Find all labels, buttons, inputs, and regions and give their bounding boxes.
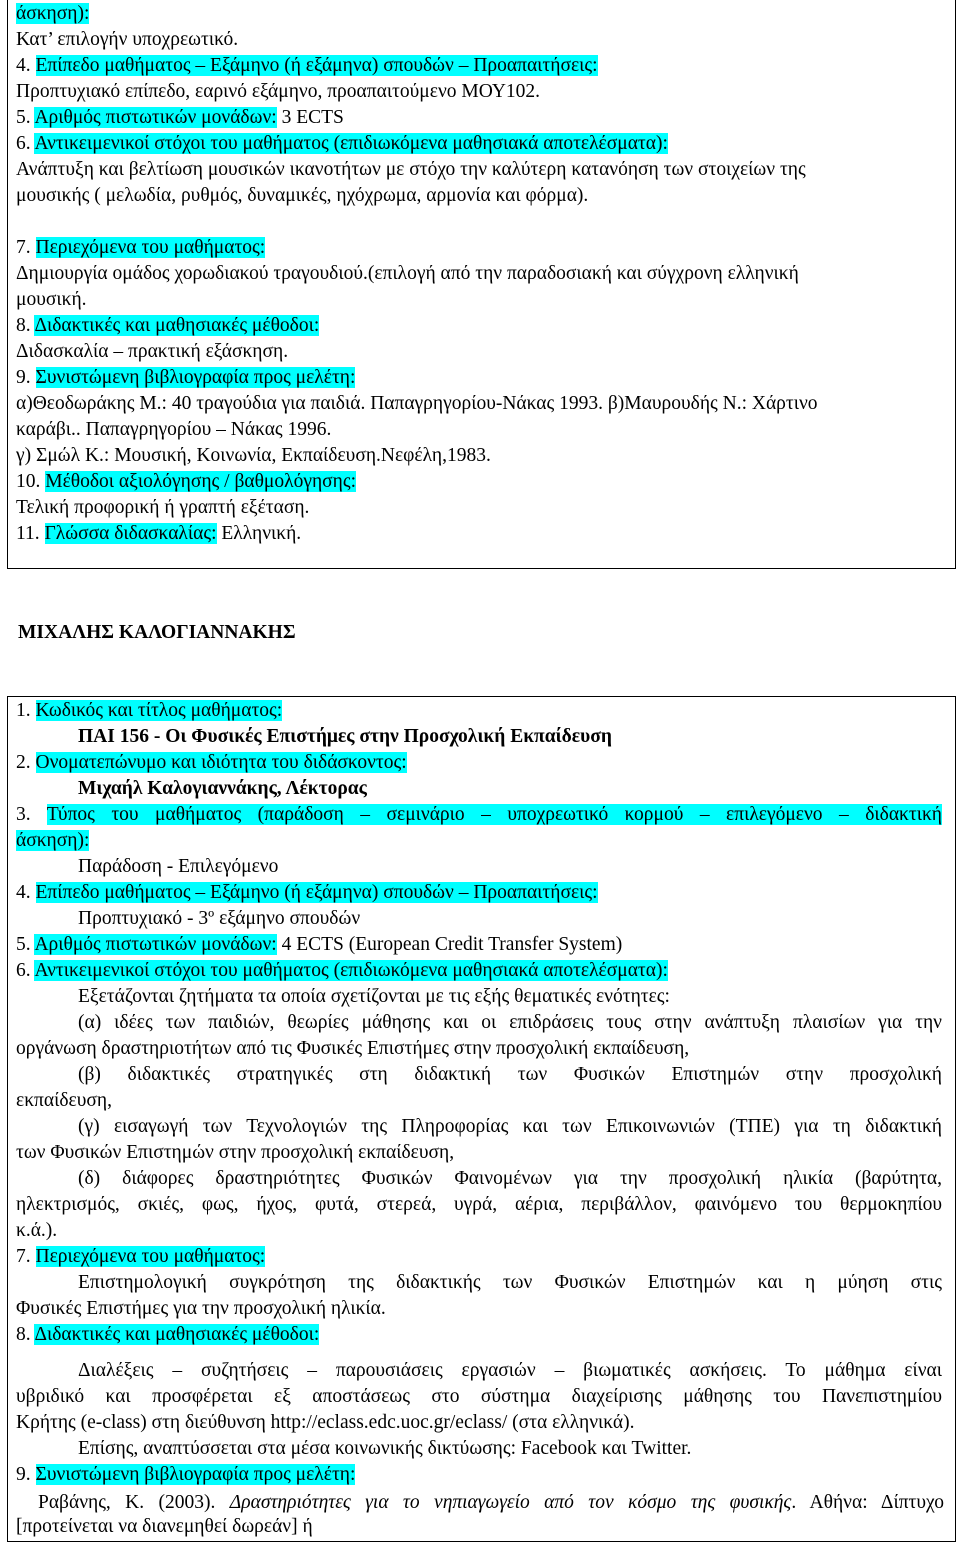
field-contents: 7. Περιεχόμενα του μαθήματος: bbox=[16, 1246, 266, 1267]
objective-b-1: (β) διδακτικές στρατηγικές στη διδακτική των Φυσικών Επιστημών στην προσχολική bbox=[78, 1064, 942, 1085]
field-objectives: 6. Αντικειμενικοί στόχοι του μαθήματος (επιδιωκόμενα μαθησιακά αποτελέσματα): bbox=[16, 133, 668, 154]
bibliography-text-3: γ) Σμώλ Κ.: Μουσική, Κοινωνία, Εκπαίδευση.Νεφέλη,1983. bbox=[16, 445, 491, 466]
bibliography-text-2: καράβι.. Παπαγρηγορίου – Νάκας 1996. bbox=[16, 419, 332, 440]
instructor-name: Μιχαήλ Καλογιαννάκης, Λέκτορας bbox=[78, 778, 367, 799]
course-box-previous bbox=[7, 0, 956, 569]
contents-text-1: Επιστημολογική συγκρότηση της διδακτικής των Φυσικών Επιστημών και η μύηση στις bbox=[78, 1272, 942, 1293]
field-methods: 8. Διδακτικές και μαθησιακές μέθοδοι: bbox=[16, 1324, 320, 1345]
field-type: 3. Τύπος του μαθήματος (παράδοση – σεμινάριο – υποχρεωτικό κορμού – επιλεγόμενο – διδακτική bbox=[16, 804, 942, 825]
type-value: Παράδοση - Επιλεγόμενο bbox=[78, 856, 279, 877]
field-level: 4. Επίπεδο μαθήματος – Εξάμηνο (ή εξάμηνα) σπουδών – Προαπαιτήσεις: bbox=[16, 882, 598, 903]
field-credits: 5. Αριθμός πιστωτικών μονάδων: 3 ECTS bbox=[16, 107, 344, 128]
field-level: 4. Επίπεδο μαθήματος – Εξάμηνο (ή εξάμηνα) σπουδών – Προαπαιτήσεις: bbox=[16, 55, 598, 76]
objective-d-2: ηλεκτρισμός, σκιές, φως, ήχος, φυτά, στερεά, υγρά, αέρια, περιβάλλον, φαινόμενο του θερμοκηπίου bbox=[16, 1194, 942, 1215]
field-level-value: Προπτυχιακό επίπεδο, εαρινό εξάμηνο, προαπαιτούμενο ΜΟΥ102. bbox=[16, 81, 541, 102]
objective-c-2: των Φυσικών Επιστημών στην προσχολική εκπαίδευση, bbox=[16, 1142, 455, 1163]
field-objectives: 6. Αντικειμενικοί στόχοι του μαθήματος (επιδιωκόμενα μαθησιακά αποτελέσματα): bbox=[16, 960, 668, 981]
objectives-text-2: μουσικής ( μελωδία, ρυθμός, δυναμικές, ηχόχρωμα, αρμονία και φόρμα). bbox=[16, 185, 589, 206]
objective-d-3: κ.ά.). bbox=[16, 1220, 58, 1241]
field-bibliography: 9. Συνιστώμενη βιβλιογραφία προς μελέτη: bbox=[16, 1464, 356, 1485]
field-credits: 5. Αριθμός πιστωτικών μονάδων: 4 ECTS (European Credit Transfer System) bbox=[16, 934, 623, 955]
field-language: 11. Γλώσσα διδασκαλίας: Ελληνική. bbox=[16, 523, 302, 544]
methods-text-3: Κρήτης (e-class) στη διεύθυνση http://eclass.edc.uoc.gr/eclass/ (στα ελληνικά). bbox=[16, 1412, 635, 1433]
contents-text-2: Φυσικές Επιστήμες για την προσχολική ηλικία. bbox=[16, 1298, 386, 1319]
contents-text-1: Δημιουργία ομάδος χορωδιακού τραγουδιού.(επιλογή από την παραδοσιακή και σύγχρονη ελληνική bbox=[16, 263, 799, 284]
contents-text-2: μουσική. bbox=[16, 289, 87, 310]
field-methods: 8. Διδακτικές και μαθησιακές μέθοδοι: bbox=[16, 315, 320, 336]
assessment-text: Τελική προφορική ή γραπτή εξέταση. bbox=[16, 497, 310, 518]
bibliography-entry-1: Ραβάνης, Κ. (2003). Δραστηριότητες για το νηπιαγωγείο από τον κόσμο της φυσικής. Αθήνα: Δίπτυχο bbox=[38, 1492, 945, 1513]
objectives-text-1: Ανάπτυξη και βελτίωση μουσικών ικανοτήτων με στόχο την καλύτερη κατανόηση των στοιχείων της bbox=[16, 159, 806, 180]
bibliography-text-1: α)Θεοδωράκης Μ.: 40 τραγούδια για παιδιά. Παπαγρηγορίου-Νάκας 1993. β)Μαυρουδής Ν.: Χάρτινο bbox=[16, 393, 818, 414]
objective-c-1: (γ) εισαγωγή των Τεχνολογιών της Πληροφορίας και των Επικοινωνιών (ΤΠΕ) για τη διδακτική bbox=[78, 1116, 942, 1137]
methods-text-1: Διαλέξεις – συζητήσεις – παρουσιάσεις εργασιών – βιωματικές ασκήσεις. Το μάθημα είναι bbox=[78, 1360, 942, 1381]
line-type-value: Κατ’ επιλογήν υποχρεωτικό. bbox=[16, 29, 239, 50]
course-title: ΠΑΙ 156 - Οι Φυσικές Επιστήμες στην Προσχολική Εκπαίδευση bbox=[78, 726, 612, 747]
level-value: Προπτυχιακό - 3º εξάμηνο σπουδών bbox=[78, 908, 361, 929]
methods-text-4: Επίσης, αναπτύσσεται στα μέσα κοινωνικής δικτύωσης: Facebook και Twitter. bbox=[78, 1438, 692, 1459]
bibliography-entry-2: [προτείνεται να διανεμηθεί δωρεάν] ή bbox=[16, 1516, 313, 1537]
objectives-intro: Εξετάζονται ζητήματα τα οποία σχετίζονται με τις εξής θεματικές ενότητες: bbox=[78, 986, 670, 1007]
field-type-tail: άσκηση): bbox=[16, 830, 90, 851]
objective-d-1: (δ) διάφορες δραστηριότητες Φυσικών Φαινομένων για την προσχολική ηλικία (βαρύτητα, bbox=[78, 1168, 942, 1189]
instructor-heading: ΜΙΧΑΛΗΣ ΚΑΛΟΓΙΑΝΝΑΚΗΣ bbox=[18, 622, 296, 643]
field-instructor: 2. Ονοματεπώνυμο και ιδιότητα του διδάσκοντος: bbox=[16, 752, 407, 773]
objective-a-2: οργάνωση δραστηριοτήτων από τις Φυσικές Επιστήμες στην προσχολική εκπαίδευση, bbox=[16, 1038, 690, 1059]
field-assessment: 10. Μέθοδοι αξιολόγησης / βαθμολόγησης: bbox=[16, 471, 357, 492]
line-type-tail: άσκηση): bbox=[16, 3, 90, 24]
field-bibliography: 9. Συνιστώμενη βιβλιογραφία προς μελέτη: bbox=[16, 367, 356, 388]
objective-a-1: (α) ιδέες των παιδιών, θεωρίες μάθησης και οι επιδράσεις τους στην ανάπτυξη πλαισίων για την bbox=[78, 1012, 942, 1033]
field-code-title: 1. Κωδικός και τίτλος μαθήματος: bbox=[16, 700, 283, 721]
methods-text-2: υβριδικό και προσφέρεται εξ αποστάσεως στο σύστημα διαχείρισης μάθησης του Πανεπιστημίου bbox=[16, 1386, 942, 1407]
methods-text: Διδασκαλία – πρακτική εξάσκηση. bbox=[16, 341, 289, 362]
objective-b-2: εκπαίδευση, bbox=[16, 1090, 112, 1111]
course-box-pai156 bbox=[7, 696, 956, 1542]
field-contents: 7. Περιεχόμενα του μαθήματος: bbox=[16, 237, 266, 258]
